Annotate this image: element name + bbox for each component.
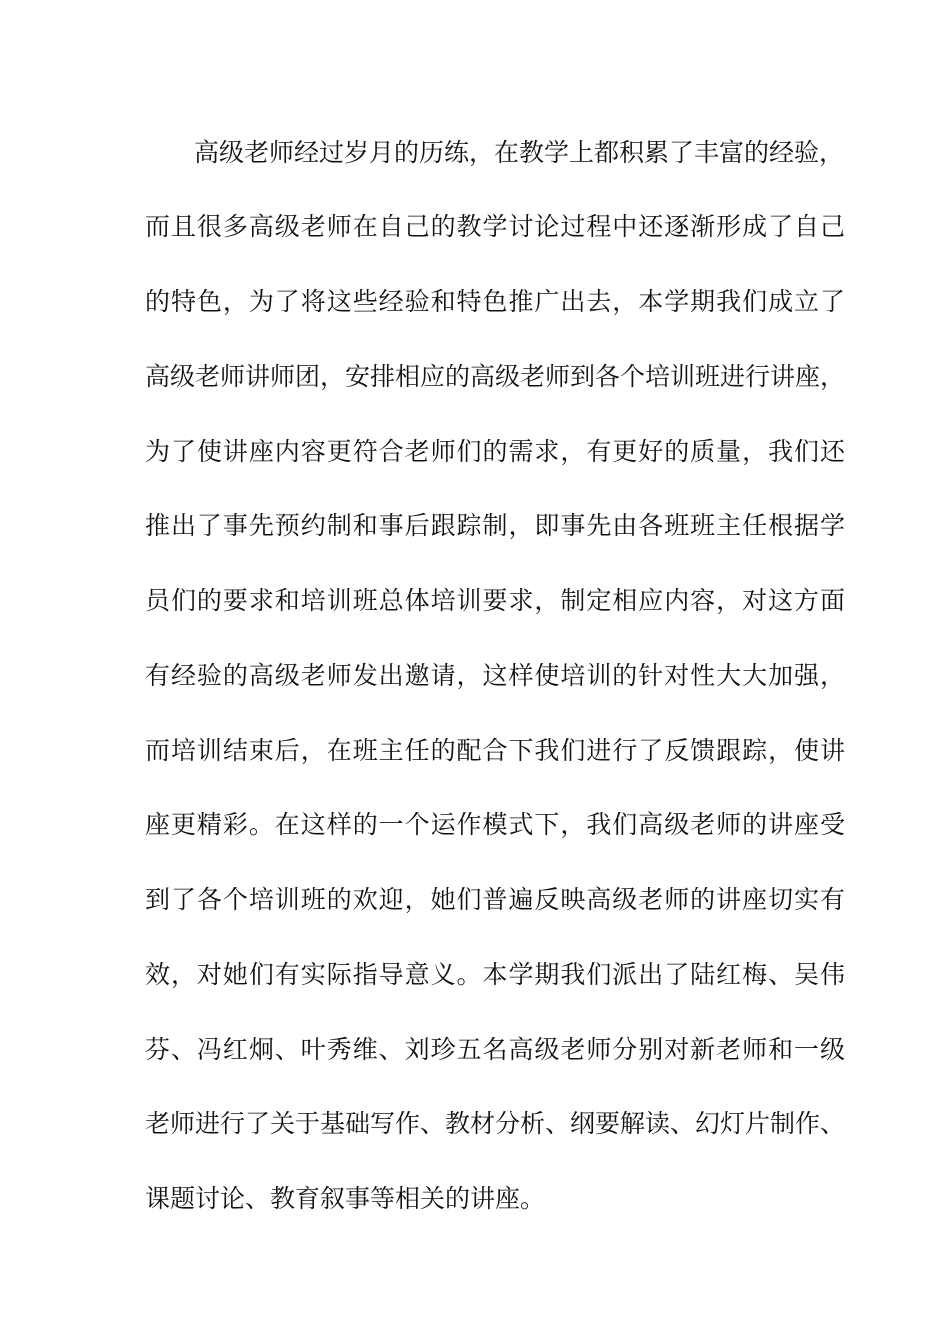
paragraph-line: 高级老师经过岁月的历练，在教学上都积累了丰富的经验， (194, 138, 845, 167)
paragraph-line: 员们的要求和培训班总体培训要求，制定相应内容，对这方面 (145, 586, 845, 615)
paragraph-line: 的特色，为了将这些经验和特色推广出去，本学期我们成立了 (145, 287, 845, 316)
paragraph-line: 芬、冯红炯、叶秀维、刘珍五名高级老师分别对新老师和一级 (145, 1035, 845, 1064)
paragraph-line: 高级老师讲师团，安排相应的高级老师到各个培训班进行讲座， (145, 362, 846, 391)
paragraph-line: 效，对她们有实际指导意义。本学期我们派出了陆红梅、吴伟 (145, 960, 845, 989)
paragraph-line: 到了各个培训班的欢迎，她们普遍反映高级老师的讲座切实有 (145, 885, 845, 914)
paragraph-line: 座更精彩。在这样的一个运作模式下，我们高级老师的讲座受 (145, 810, 845, 839)
paragraph-line: 而培训结束后，在班主任的配合下我们进行了反馈跟踪，使讲 (145, 736, 845, 765)
paragraph-line: 老师进行了关于基础写作、教材分析、纲要解读、幻灯片制作、 (145, 1109, 846, 1138)
paragraph-line: 而且很多高级老师在自己的教学讨论过程中还逐渐形成了自己 (145, 212, 845, 241)
paragraph-line: 有经验的高级老师发出邀请，这样使培训的针对性大大加强， (145, 661, 845, 690)
paragraph-line: 推出了事先预约制和事后跟踪制，即事先由各班班主任根据学 (145, 511, 845, 540)
paragraph-line: 为了使讲座内容更符合老师们的需求，有更好的质量，我们还 (145, 437, 845, 466)
paragraph-line: 课题讨论、教育叙事等相关的讲座。 (145, 1184, 546, 1213)
